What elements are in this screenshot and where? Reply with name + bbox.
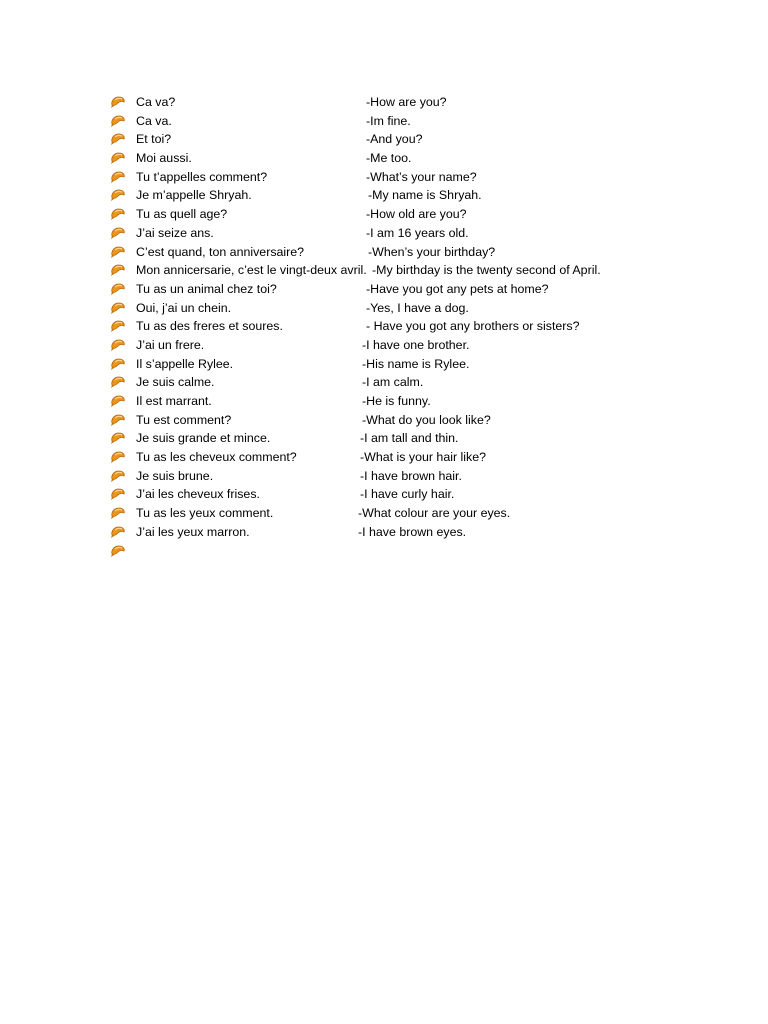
list-item — [110, 448, 730, 467]
croissant-icon — [110, 207, 126, 221]
croissant-icon — [110, 525, 126, 539]
french-phrase: Il s’appelle Rylee. — [136, 356, 234, 371]
french-phrase: J’ai un frere. — [136, 337, 205, 352]
english-translation: -And you? — [366, 132, 423, 147]
french-phrase: Moi aussi. — [136, 151, 192, 166]
english-translation: -I have one brother. — [362, 337, 470, 352]
list-item — [110, 280, 730, 299]
list-item — [110, 392, 730, 411]
croissant-icon — [110, 469, 126, 483]
list-item — [110, 485, 730, 504]
croissant-icon — [110, 301, 126, 315]
french-phrase: Tu as les yeux comment. — [136, 506, 274, 521]
croissant-icon — [110, 450, 126, 464]
french-phrase: Je suis brune. — [136, 468, 214, 483]
english-translation: -What is your hair like? — [360, 450, 487, 465]
english-translation: -My name is Shryah. — [368, 188, 482, 203]
english-translation: -Yes, I have a dog. — [366, 300, 469, 315]
french-phrase: Tu t’appelles comment? — [136, 169, 268, 184]
list-item — [110, 186, 730, 205]
french-phrase: Ca va. — [136, 113, 172, 128]
list-item — [110, 467, 730, 486]
english-translation: -My birthday is the twenty second of April. — [372, 263, 601, 278]
english-translation: -How are you? — [366, 95, 447, 109]
list-item — [110, 411, 730, 430]
english-translation: -I have brown hair. — [360, 468, 462, 483]
croissant-icon — [110, 338, 126, 352]
list-item — [110, 224, 730, 243]
list-item — [110, 261, 730, 280]
list-item — [110, 149, 730, 168]
french-phrase: J’ai les cheveux frises. — [136, 487, 260, 502]
croissant-icon — [110, 263, 126, 277]
english-translation: -What’s your name? — [366, 169, 477, 184]
croissant-icon — [110, 413, 126, 427]
english-translation: -I have brown eyes. — [358, 524, 467, 539]
croissant-icon — [110, 394, 126, 408]
croissant-icon — [110, 487, 126, 501]
french-phrase: C’est quand, ton anniversaire? — [136, 244, 305, 259]
croissant-icon — [110, 282, 126, 296]
english-translation: -I am 16 years old. — [366, 225, 469, 240]
croissant-icon — [110, 170, 126, 184]
french-phrase: Et toi? — [136, 132, 172, 147]
english-translation: -I am tall and thin. — [360, 431, 459, 446]
croissant-icon — [110, 431, 126, 445]
croissant-icon — [110, 375, 126, 389]
french-phrase: Mon annicersarie, c’est le vingt-deux avril. — [136, 263, 367, 278]
list-item — [110, 504, 730, 523]
french-phrase: Il est marrant. — [136, 394, 212, 408]
french-phrase: Ca va? — [136, 95, 176, 109]
english-translation: -His name is Rylee. — [362, 356, 470, 371]
list-item — [110, 336, 730, 355]
croissant-icon — [110, 226, 126, 240]
french-phrase: Je suis calme. — [136, 375, 215, 390]
croissant-icon — [110, 151, 126, 165]
english-translation: -Im fine. — [366, 113, 411, 128]
french-phrase: Tu as des freres et soures. — [136, 319, 283, 334]
list-item — [110, 523, 730, 542]
french-phrase: J’ai seize ans. — [136, 225, 214, 240]
english-translation: -I have curly hair. — [360, 487, 455, 502]
croissant-icon — [110, 132, 126, 146]
english-translation: -Me too. — [366, 151, 412, 166]
croissant-icon — [110, 357, 126, 371]
english-translation: -Have you got any pets at home? — [366, 281, 549, 296]
croissant-icon — [110, 319, 126, 333]
list-item — [110, 93, 730, 112]
french-phrase: Tu as quell age? — [136, 207, 228, 222]
list-item — [110, 243, 730, 262]
list-item — [110, 112, 730, 131]
list-item — [110, 542, 730, 561]
english-translation: -What colour are your eyes. — [358, 506, 511, 521]
croissant-icon — [110, 95, 126, 109]
english-translation: - Have you got any brothers or sisters? — [366, 319, 580, 334]
list-item — [110, 205, 730, 224]
english-translation: -I am calm. — [362, 375, 424, 390]
french-phrase: Je suis grande et mince. — [136, 431, 271, 446]
list-item — [110, 429, 730, 448]
english-translation: -When’s your birthday? — [368, 244, 496, 259]
list-item — [110, 299, 730, 318]
french-phrase: Tu as un animal chez toi? — [136, 281, 277, 296]
english-translation: -What do you look like? — [362, 412, 491, 427]
english-translation: -How old are you? — [366, 207, 467, 222]
croissant-icon — [110, 544, 126, 558]
croissant-icon — [110, 245, 126, 259]
list-item — [110, 317, 730, 336]
french-phrase: Tu as les cheveux comment? — [136, 450, 297, 465]
list-item — [110, 168, 730, 187]
croissant-icon — [110, 188, 126, 202]
list-item — [110, 355, 730, 374]
french-phrase: Tu est comment? — [136, 412, 232, 427]
vocab-list — [110, 93, 730, 560]
french-phrase: Oui, j’ai un chein. — [136, 300, 232, 315]
list-item — [110, 373, 730, 392]
english-translation: -He is funny. — [362, 394, 431, 408]
french-phrase: J’ai les yeux marron. — [136, 524, 250, 539]
croissant-icon — [110, 506, 126, 520]
french-phrase: Je m’appelle Shryah. — [136, 188, 252, 203]
list-item — [110, 130, 730, 149]
croissant-icon — [110, 114, 126, 128]
